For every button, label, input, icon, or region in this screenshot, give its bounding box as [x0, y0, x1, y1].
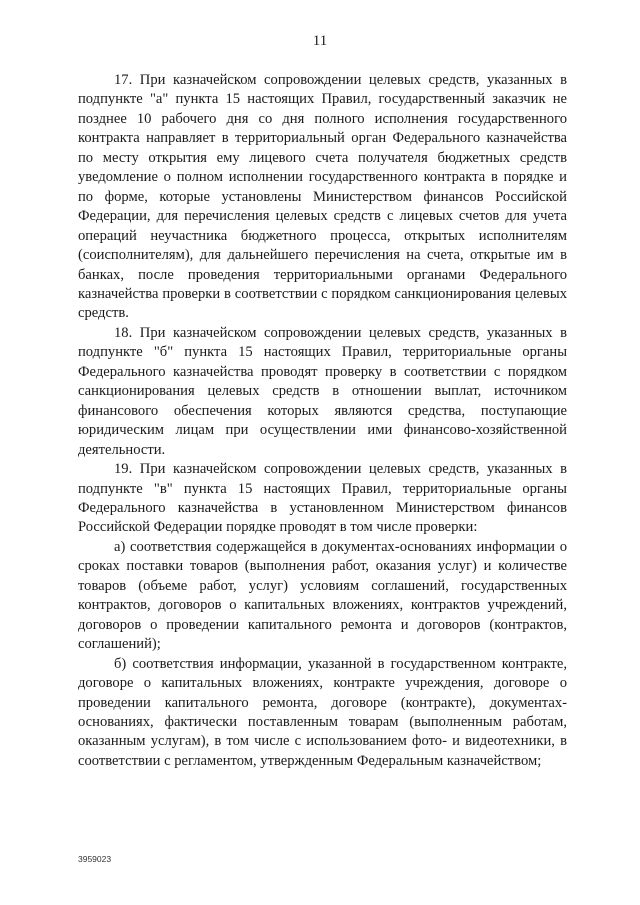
paragraph-19-a: а) соответствия содержащейся в документах-основаниях информации о сроках поставки товаров (выполнения работ, оказания услуг) и количестве товаров (объеме работ, услуг) условиям соглашений, государственных контрактов, договоров о капитальных вложениях, контрактов учреждений, договоров о проведении капитального ремонта и договоров (контрактов, соглашений); — [78, 538, 567, 653]
document-code: 3959023 — [78, 854, 112, 864]
page-number: 11 — [312, 33, 328, 49]
document-body — [78, 71, 567, 771]
paragraph-19-b: б) соответствия информации, указанной в государственном контракте, договоре о капитальных вложениях, контракте учреждения, договоре о проведении капитального ремонта, договоре (контракте), документах-основаниях, фактически поставленным товарам (выполненным работам, оказанным услугам), в том числе с использованием фото- и видеотехники, в соответствии с регламентом, утвержденным Федеральным казначейством; — [78, 655, 567, 769]
paragraph-17: 17. При казначейском сопровождении целевых средств, указанных в подпункте "а" пункта 15 настоящих Правил, государственный заказчик не позднее 10 рабочего дня со дня полного исполнения государственного контракта направляет в территориальный орган Федерального казначейства по месту открытия ему лицевого счета получателя бюджетных средств уведомление о полном исполнении государственного контракта в порядке и по форме, которые установлены Министерством финансов Российской Федерации, для перечисления целевых средств с лицевых счетов для учета операций неучастника бюджетного процесса, открытых исполнителям (соисполнителям), для дальнейшего перечисления на счета, открытые им в банках, после проведения территориальными органами Федерального казначейства проверки в соответствии с порядком санкционирования целевых средств. — [78, 72, 567, 322]
paragraph-18: 18. При казначейском сопровождении целевых средств, указанных в подпункте "б" пункта 15 настоящих Правил, территориальные органы Федерального казначейства проводят проверку в соответствии с порядком санкционирования целевых средств в отношении выплат, источником финансового обеспечения которых являются средства, поступающие юридическим лицам при осуществлении ими финансово-хозяйственной деятельности. — [78, 324, 567, 458]
paragraph-19: 19. При казначейском сопровождении целевых средств, указанных в подпункте "в" пункта 15 настоящих Правил, территориальные органы Федерального казначейства в установленном Министерством финансов Российской Федерации порядке проводят в том числе проверки: — [78, 461, 567, 536]
